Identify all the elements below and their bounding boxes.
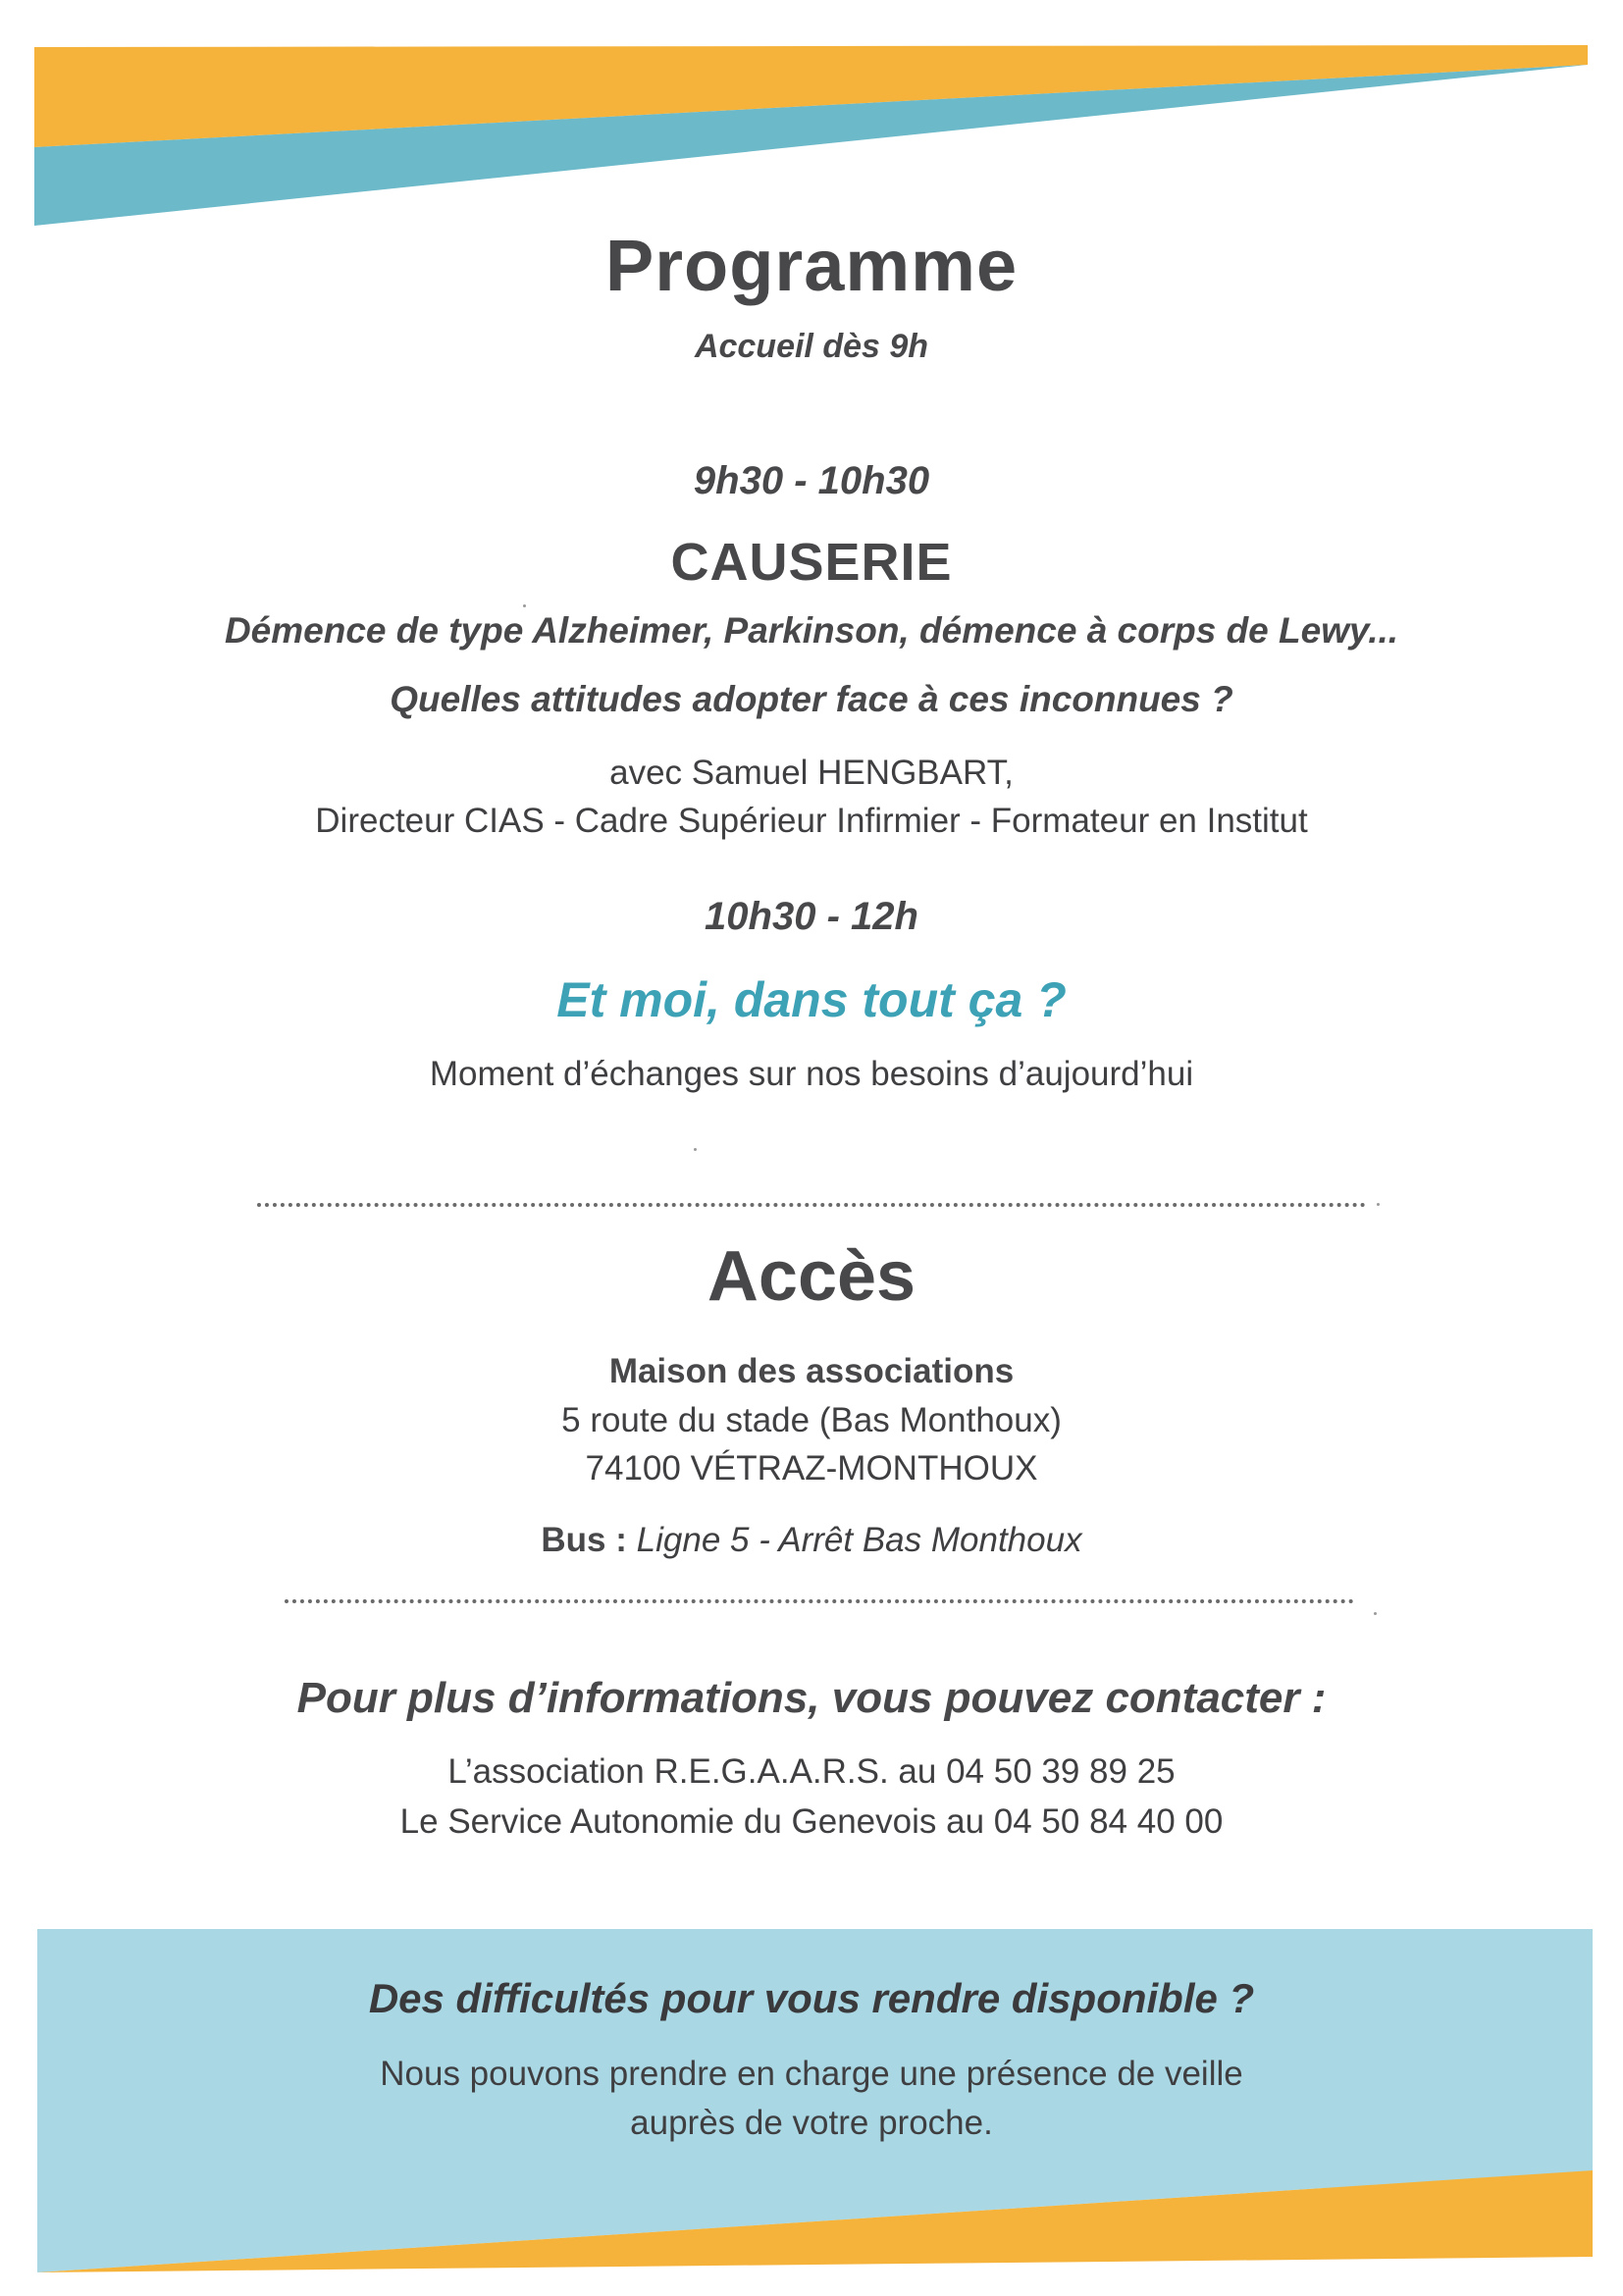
contact-regaars: L’association R.E.G.A.A.R.S. au 04 50 39 89 25	[447, 1752, 1176, 1791]
session2-title: Et moi, dans tout ça ?	[556, 972, 1067, 1027]
session1-speaker-role: Directeur CIAS - Cadre Supérieur Infirmier - Formateur en Institut	[315, 802, 1308, 840]
info-box-text-line1: Nous pouvons prendre en charge une présence de veille	[380, 2055, 1243, 2093]
session1-title: CAUSERIE	[670, 533, 953, 592]
top-banner	[0, 0, 1623, 235]
venue-name: Maison des associations	[608, 1352, 1015, 1390]
venue-address-line1: 5 route du stade (Bas Monthoux)	[561, 1401, 1062, 1439]
bus-info	[0, 1521, 1623, 1560]
contact-service-autonomie: Le Service Autonomie du Genevois au 04 50 84 40 00	[399, 1802, 1224, 1841]
session1-subtitle-topics: Démence de type Alzheimer, Parkinson, démence à corps de Lewy...	[224, 610, 1399, 651]
bus-label: Bus :	[541, 1521, 627, 1559]
session2-time: 10h30 - 12h	[705, 895, 918, 938]
venue-address-line2: 74100 VÉTRAZ-MONTHOUX	[585, 1449, 1038, 1487]
info-box-text-line2: auprès de votre proche.	[630, 2104, 993, 2142]
welcome-time: Accueil dès 9h	[694, 328, 929, 365]
contact-title: Pour plus d’informations, vous pouvez contacter :	[296, 1674, 1327, 1722]
session2-description: Moment d’échanges sur nos besoins d’aujourd’hui	[429, 1055, 1194, 1093]
programme-title: Programme	[604, 225, 1019, 306]
dotted-divider	[257, 1203, 1366, 1207]
session1-subtitle-question: Quelles attitudes adopter face à ces inconnues ?	[390, 679, 1233, 719]
bus-line: Ligne 5 - Arrêt Bas Monthoux	[636, 1521, 1082, 1559]
dotted-divider	[285, 1599, 1354, 1603]
scan-speck	[1374, 1612, 1377, 1615]
scan-speck	[694, 1148, 697, 1151]
scan-speck	[1377, 1203, 1380, 1206]
acces-title: Accès	[707, 1237, 916, 1316]
session1-speaker: avec Samuel HENGBART,	[609, 754, 1014, 792]
info-box-title: Des difficultés pour vous rendre disponible ?	[368, 1975, 1255, 2021]
session1-time: 9h30 - 10h30	[693, 459, 930, 502]
scan-speck	[523, 604, 526, 607]
